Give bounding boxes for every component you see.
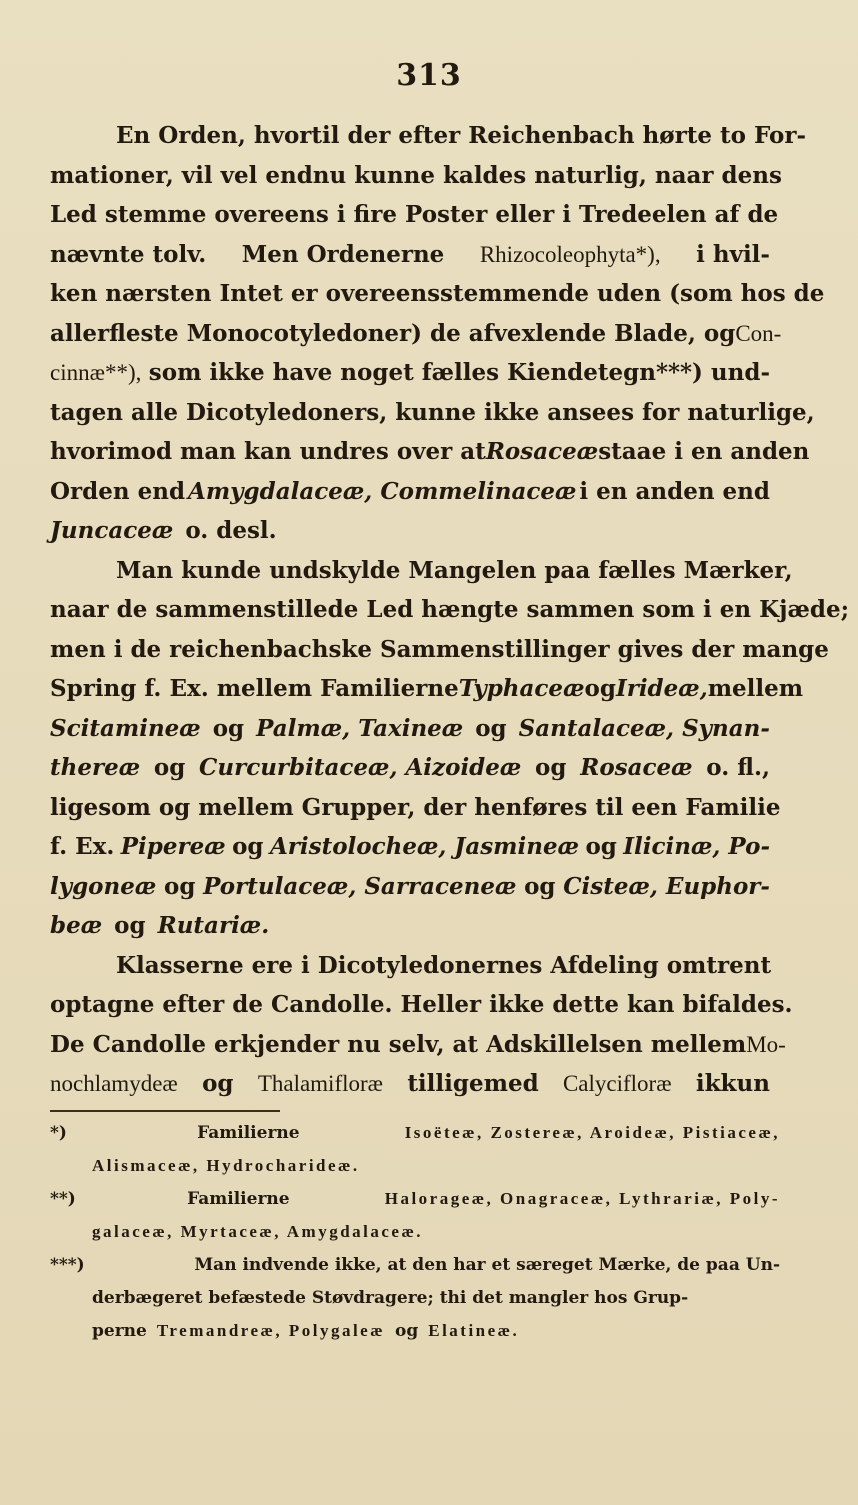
text-run: og [475,714,507,742]
text-run: Familierne [197,1123,300,1143]
latin-term: Mo- [746,1031,786,1057]
text-line [50,833,770,873]
text-run: nævnte tolv. [50,240,207,268]
footnote-2 [50,1189,780,1222]
footnote-2-cont [50,1222,780,1255]
text-line [50,715,770,755]
text-run: optagne efter de Candolle. Heller ikke dette kan bifaldes. [50,991,793,1018]
footnote-rule [50,1110,280,1112]
page-number: 313 [396,58,462,93]
text-run: og [232,833,264,860]
text-line [50,793,781,834]
text-line [50,517,770,557]
text-run: og [584,675,616,702]
text-run: Led stemme overeens i fire Poster eller i Tredeelen af de [50,201,779,228]
text-run: i hvil- [696,240,770,268]
footnote-mark: ***) [50,1255,85,1275]
footnote-1-cont [50,1156,780,1189]
text-run: allerfleste Monocotyledoner) de afvexlende Blade, og [50,319,736,347]
text-run: og [524,872,556,900]
text-run: og [164,872,196,900]
text-line [50,952,770,992]
footnote-3-cont [50,1321,780,1354]
text-run: o. desl. [185,517,277,544]
text-run: som ikke have noget fælles Kiendetegn***) und- [148,359,770,386]
text-run: mationer, vil vel endnu kunne kaldes naturlig, naar dens [50,161,782,189]
text-line [50,635,829,676]
text-run: Man indvende ikke, at den har et særeget Mærke, de paa Un- [194,1255,780,1275]
italic-term: Portulaceæ, Sarraceneæ [203,872,517,900]
text-line [50,754,770,794]
text-line [50,478,770,518]
italic-term: lygoneæ [50,872,157,900]
text-run: men i de reichenbachske Sammenstillinger gives der mange [50,635,829,663]
text-line [50,319,782,360]
text-run: og [153,754,186,781]
italic-term: Aristolocheæ, Jasmineæ [269,833,580,860]
text-run: tagen alle Dicotyledoners, kunne ikke ansees for naturlige, [50,398,815,426]
text-run: i en anden end [579,477,770,505]
text-run: ikkun [695,1070,770,1097]
body-text [50,122,850,1110]
text-run: En Orden, hvortil der efter Reichenbach hørte to For- [116,122,807,149]
footnote-mark: **) [50,1189,76,1209]
text-run: Familierne [187,1189,290,1209]
footnote-mark: *) [50,1123,67,1143]
text-run: hvorimod man kan undres over at [50,438,486,465]
italic-term: Juncaceæ [50,517,174,544]
latin-term: Thalamifloræ [257,1071,383,1096]
latin-term: Con- [735,320,782,346]
text-run: ligesom og mellem Grupper, der henføres til een Familie [50,793,781,821]
italic-term: Amygdalaceæ, Commelinaceæ [187,477,577,505]
italic-term: Ilicinæ, Po- [623,833,770,860]
text-run: og [202,1070,234,1097]
italic-term: Rosaceæ [580,754,693,781]
text-run: Orden end [50,477,186,505]
latin-term: nochlamydeæ [50,1071,178,1096]
italic-term: Typhaceæ [458,675,585,702]
italic-term: Pipereæ [120,833,226,860]
text-run: og [212,714,245,742]
text-line [50,359,770,399]
text-line [50,398,815,439]
text-run: o. fl., [706,754,770,781]
text-line [50,912,770,952]
italic-term: Scitamineæ [50,714,201,742]
italic-term: thereæ [50,754,141,781]
text-run: og [395,1321,419,1341]
text-run: Spring f. Ex. mellem Familierne [50,675,459,702]
italic-term: Rutariæ. [157,912,270,939]
footnote-1 [50,1123,780,1156]
text-line [50,1030,786,1071]
latin-term: galaceæ, Myrtaceæ, Amygdalaceæ. [92,1222,424,1241]
text-run: De Candolle erkjender nu selv, at Adskillelsen mellem [50,1030,747,1058]
latin-term: Halorageæ, Onagraceæ, Lythrariæ, Poly- [384,1189,780,1208]
text-run: tilligemed [407,1070,539,1097]
text-run: naar de sammenstillede Led hængte sammen som i en Kjæde; [50,596,850,623]
text-run: derbægeret befæstede Støvdragere; thi det mangler hos Grup- [92,1288,689,1308]
italic-term: beæ [50,912,103,939]
text-line [50,438,810,478]
footnotes [50,1123,780,1354]
text-line [50,122,807,162]
italic-term: Irideæ, [615,675,708,702]
italic-term: Palmæ, Taxineæ [256,714,464,742]
text-run: Men Ordenerne [241,240,445,268]
text-run: mellem [707,675,804,702]
italic-term: Rosaceæ [485,438,599,465]
latin-term: Tremandreæ, Polygaleæ [156,1321,385,1340]
text-line [50,556,793,597]
text-line [50,596,850,636]
latin-term: Calycifloræ [562,1071,672,1096]
text-run: og [535,754,567,781]
text-line [50,201,779,241]
latin-term: Elatineæ. [428,1321,520,1340]
italic-term: Curcurbitaceæ, Aizoideæ [199,754,522,781]
latin-term: Rhizocoleophyta*), [479,241,661,267]
footnote-3-cont [50,1288,780,1321]
latin-term: Alismaceæ, Hydrocharideæ. [92,1156,360,1175]
text-run: f. Ex. [50,833,115,860]
text-line [50,241,770,281]
text-run: staae i en anden [598,438,810,465]
text-run: og [585,833,617,860]
latin-term: cinnæ**), [50,360,142,385]
text-line [50,161,782,202]
text-line [50,280,825,320]
text-line [50,873,770,913]
text-run: Klasserne ere i Dicotyledonernes Afdeling omtrent [116,951,772,979]
footnote-3 [50,1255,780,1288]
text-run: Man kunde undskylde Mangelen paa fælles Mærker, [116,556,793,584]
text-line [50,675,804,715]
text-line [50,1070,770,1110]
text-run: ken nærsten Intet er overeensstemmende uden (som hos de [50,280,825,307]
text-line [50,991,793,1031]
text-run: og [114,912,146,939]
italic-term: Santalaceæ, Synan- [518,714,770,742]
text-run: perne [92,1321,147,1341]
italic-term: Cisteæ, Euphor- [563,872,770,900]
latin-term: Isoëteæ, Zostereæ, Aroideæ, Pistiaceæ, [404,1123,780,1142]
